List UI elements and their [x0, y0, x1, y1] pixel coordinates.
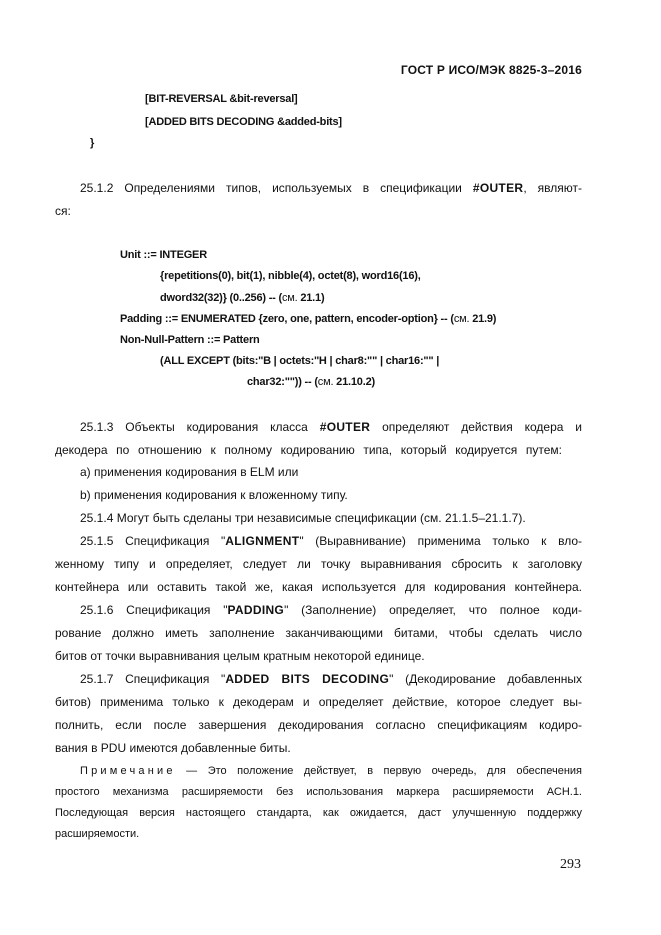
code-text: dword32(32)} (0..256) -- ( [160, 292, 282, 304]
code-unit-values: {repetitions(0), bit(1), nibble(4), octet(8), word16(16), [160, 270, 421, 282]
text: 25.1.5 Спецификация " [80, 534, 226, 548]
code-text: 21.10.2) [333, 376, 375, 388]
paragraph-25-1-5-line-3: контейнера или оставить такой же, какая используется для кодирования контейнера. [55, 580, 582, 594]
paragraph-25-1-7-line-2: битов) применима только к декодерам и определяет действие, которое следует вы- [55, 695, 582, 709]
paragraph-25-1-4: 25.1.4 Могут быть сделаны три независимые спецификации (см. 21.1.5–21.1.7). [80, 511, 526, 525]
text: определяют действия кодера и [370, 420, 583, 434]
note-line-3: Последующая версия настоящего стандарта, как ожидается, даст улучшенную поддержку [55, 807, 582, 819]
text: 25.1.7 Спецификация " [80, 672, 226, 686]
page-number: 293 [560, 857, 581, 872]
text: 25.1.3 Объекты кодирования класса [80, 420, 320, 434]
paragraph-25-1-7-line-4: вания в PDU имеются добавленные биты. [55, 741, 291, 755]
code-non-null-pattern: Non-Null-Pattern ::= Pattern [120, 334, 260, 346]
paragraph-25-1-7-line-3: полнить, если после завершения декодирования согласно спецификациям кодиро- [55, 718, 582, 732]
paragraph-25-1-2-line-1 [80, 181, 582, 195]
text: " (Выравнивание) применима только к вло- [299, 534, 582, 548]
code-padding-definition [120, 313, 496, 325]
code-ref: см. [317, 376, 334, 388]
code-line-bit-reversal: [BIT-REVERSAL &bit-reversal] [145, 93, 298, 105]
paragraph-25-1-3-line-1 [80, 420, 582, 434]
list-item-b: b) применения кодирования к вложенному типу. [80, 488, 348, 502]
paragraph-25-1-5-line-2: женному типу и определяет, следует ли точку выравнивания сбросить к заголовку [55, 557, 582, 571]
code-all-except: (ALL EXCEPT (bits:''B | octets:''H | char8:"" | char16:"" | [160, 355, 440, 367]
note-line-4: расширяемости. [55, 828, 140, 840]
paragraph-25-1-7-line-1 [80, 672, 582, 686]
text: " (Декодирование добавленных [389, 672, 583, 686]
paragraph-25-1-5-line-1 [80, 534, 582, 548]
keyword-added-bits-decoding: ADDED BITS DECODING [225, 672, 390, 686]
note-label: Примечание [80, 765, 176, 777]
keyword-outer: #OUTER [319, 420, 371, 434]
code-line-added-bits: [ADDED BITS DECODING &added-bits] [145, 116, 342, 128]
text: , являют- [523, 181, 582, 195]
code-text: 21.1) [297, 292, 325, 304]
list-item-a: a) применения кодирования в ELM или [80, 465, 299, 479]
code-text: Padding ::= ENUMERATED {zero, one, pattern, encoder-option} -- ( [120, 313, 454, 325]
code-closing-brace: } [90, 137, 95, 149]
code-unit-range [160, 292, 324, 304]
document-header: ГОСТ Р ИСО/МЭК 8825-3–2016 [400, 63, 582, 77]
text: " (Заполнение) определяет, что полное коди- [284, 603, 582, 617]
text: — Это положение действует, в первую очередь, для обеспечения [175, 765, 582, 777]
keyword-padding: PADDING [227, 603, 285, 617]
code-text: char32:"")) -- ( [247, 376, 318, 388]
note-line-2: простого механизма расширяемости без использования маркера расширяемости АСН.1. [55, 786, 582, 798]
code-char32 [247, 376, 375, 388]
text: 25.1.6 Спецификация " [80, 603, 228, 617]
code-text: 21.9) [469, 313, 497, 325]
code-unit-definition: Unit ::= INTEGER [120, 249, 207, 261]
paragraph-25-1-2-line-2: ся: [55, 204, 71, 218]
code-ref: см. [281, 292, 298, 304]
keyword-outer: #OUTER [472, 181, 524, 195]
paragraph-25-1-6-line-1 [80, 603, 582, 617]
code-ref: см. [453, 313, 470, 325]
note-line-1 [80, 765, 582, 777]
paragraph-25-1-3-line-2: декодера по отношению к полному кодированию типа, который кодируется путем: [55, 443, 562, 457]
keyword-alignment: ALIGNMENT [225, 534, 300, 548]
paragraph-25-1-6-line-2: рование должно иметь заполнение заканчивающими битами, чтобы сделать число [55, 626, 582, 640]
text: 25.1.2 Определениями типов, используемых в спецификации [80, 181, 473, 195]
paragraph-25-1-6-line-3: битов от точки выравнивания целым кратным некоторой единице. [55, 649, 425, 663]
